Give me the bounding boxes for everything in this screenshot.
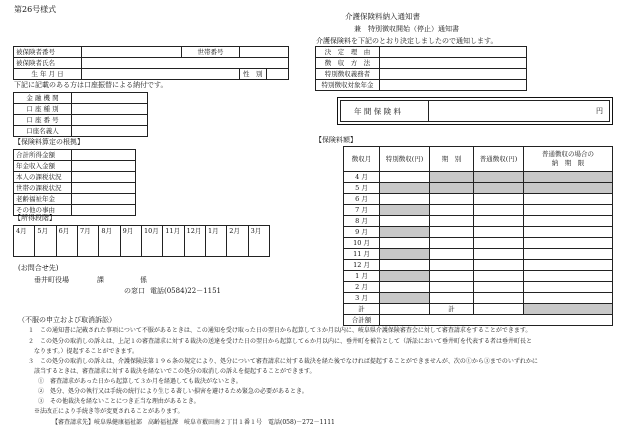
form-number: 第26号様式 (14, 5, 57, 14)
premium-month: 9 月 (344, 227, 380, 238)
basis-header: 【保険料算定の根拠】 (14, 138, 84, 146)
note-3b: 該当するときは、審査請求に対する裁決を経ないでこの処分の取消しの訴えを提起することができます。 (34, 368, 316, 375)
basis-row-pension: 年金収入金額 (14, 161, 72, 172)
account-holder-label: 口座名義人 (14, 126, 72, 137)
stage-month: 12月 (184, 226, 205, 257)
special-collector-label: 特別徴収義務者 (316, 69, 380, 80)
basis-row-other: その他の事由 (14, 205, 72, 216)
premium-month: 8 月 (344, 216, 380, 227)
premium-total-label: 合計額 (344, 315, 380, 326)
note-2a: ２ この処分の取消しの訴えは、上記１の審査請求に対する裁決の送達を受けた日の翌日から起算して６か月以内に、垂井町を被告として（訴訟において垂井町を代表する者は垂井町長と (28, 338, 533, 345)
note-2b: なります。）提起することができます。 (34, 348, 139, 355)
stage-month: 3月 (248, 226, 269, 257)
contact-label: (お問合せ先) (18, 264, 59, 272)
sex-value (267, 69, 289, 79)
annual-premium-unit: 円 (596, 107, 603, 115)
title-line-3: 介護保険料を下記のとおり決定しましたので通知します。 (316, 37, 498, 45)
annual-premium-box (337, 97, 613, 125)
basis-row-income: 合計所得金額 (14, 150, 72, 161)
contact-section: 課 (97, 276, 104, 284)
col-ordinary: 普通徴収(円) (474, 147, 524, 172)
stage-month: 10月 (141, 226, 162, 257)
stage-month: 5月 (35, 226, 56, 257)
premium-subtotal-label: 計 (344, 304, 380, 315)
sex-label: 性 別 (240, 69, 267, 79)
note-3a: ３ この処分の取消しの訴えは、介護保険法第１９６条の規定により、処分について審査請求に対する裁決を経た後でなければ提起することができませんが、次の①から③までのいずれかに (28, 358, 538, 365)
contact-window: の窓口 (124, 287, 145, 295)
basis-row-self-tax: 本人の課税状況 (14, 172, 72, 183)
premium-month: 1 月 (344, 271, 380, 282)
premium-month: 5 月 (344, 183, 380, 194)
insured-name-value (82, 58, 289, 69)
birth-date-label: 生 年 月 日 (14, 69, 82, 80)
insured-number-label: 被保険者番号 (14, 47, 82, 58)
col-period: 期 別 (430, 147, 474, 172)
bank-table (13, 92, 148, 137)
premium-month: 6 月 (344, 194, 380, 205)
basis-table (13, 149, 136, 216)
insured-table (13, 46, 289, 80)
stage-month: 6月 (56, 226, 77, 257)
basis-row-welfare: 老齢福祉年金 (14, 194, 72, 205)
note-case-3: ③ その他裁決を経ないことにつき正当な理由があるとき。 (38, 398, 200, 405)
premium-month: 10 月 (344, 238, 380, 249)
stage-month: 4月 (14, 226, 35, 257)
annual-premium-label: 年 間 保 険 料 (354, 107, 402, 116)
stage-table (13, 225, 270, 257)
title-line-1: 介護保険料納入通知書 (345, 12, 420, 21)
bank-intro: 下記に記載のある方は口座振替による納付です。 (14, 81, 168, 89)
household-number-value (240, 47, 289, 58)
premium-subtotal2-label: 計 (430, 304, 474, 315)
insured-name-label: 被保険者氏名 (14, 58, 82, 69)
premium-table (343, 146, 613, 326)
premium-month: 2 月 (344, 282, 380, 293)
contact-office: 垂井町役場 (34, 276, 69, 284)
decision-table (315, 46, 527, 91)
note-case-1: ① 審査請求があった日から起算して３か月を経過しても裁決がないとき。 (38, 378, 242, 385)
basis-row-household-tax: 世帯の課税状況 (14, 183, 72, 194)
decision-reason-label: 決 定 理 由 (316, 47, 380, 58)
account-number-label: 口 座 番 号 (14, 115, 72, 126)
insured-number-value (82, 47, 182, 58)
bank-name-label: 金 融 機 関 (14, 93, 72, 104)
note-request-destination: 【審査請求先】岐阜県健康福祉部 高齢福祉課 岐阜市薮田南２丁目１番１号 電話(058)－272－1111 (52, 419, 335, 426)
premium-month: 4 月 (344, 172, 380, 183)
title-line-2: 兼 特別徴収開始（停止）通知書 (354, 25, 459, 33)
stage-month: 2月 (227, 226, 248, 257)
col-due-line1: 普通徴収の場合の (542, 149, 594, 158)
stage-month: 7月 (77, 226, 98, 257)
note-case-2: ② 処分、処分の執行又は手続の続行により生じる著しい損害を避けるため緊急の必要があるとき。 (38, 388, 308, 395)
premium-month: 11 月 (344, 249, 380, 260)
stage-month: 9月 (120, 226, 141, 257)
col-due-line2: 納 期 限 (551, 159, 585, 167)
col-special: 特別徴収(円) (380, 147, 430, 172)
stage-header: 【所得段階】 (14, 214, 56, 222)
notes-header: （不服の申立および取消訴訟） (18, 316, 116, 324)
stage-month: 8月 (99, 226, 120, 257)
stage-month: 1月 (205, 226, 226, 257)
account-type-label: 口 座 種 別 (14, 104, 72, 115)
contact-phone: 電話(0584)22－1151 (150, 287, 221, 295)
household-number-label: 世帯番号 (182, 47, 240, 58)
premium-header: 【保険料額】 (315, 136, 357, 144)
birth-date-value (82, 69, 240, 80)
contact-kakari: 係 (140, 276, 147, 284)
stage-month: 11月 (163, 226, 184, 257)
premium-month: 3 月 (344, 293, 380, 304)
premium-month: 12 月 (344, 260, 380, 271)
premium-month: 7 月 (344, 205, 380, 216)
collection-method-label: 徴 収 方 法 (316, 58, 380, 69)
target-pension-label: 特別徴収対象年金 (316, 80, 380, 91)
col-month: 徴収月 (344, 147, 380, 172)
note-1: １ この通知書に記載された事項について不服があるときは、この通知を受け取った日の翌日から起算して３か月以内に、岐阜県介護保険審査会に対して審査請求をすることができます。 (28, 327, 532, 334)
note-law-change: ※法改正により手続き等が変更されることがあります。 (34, 408, 184, 415)
